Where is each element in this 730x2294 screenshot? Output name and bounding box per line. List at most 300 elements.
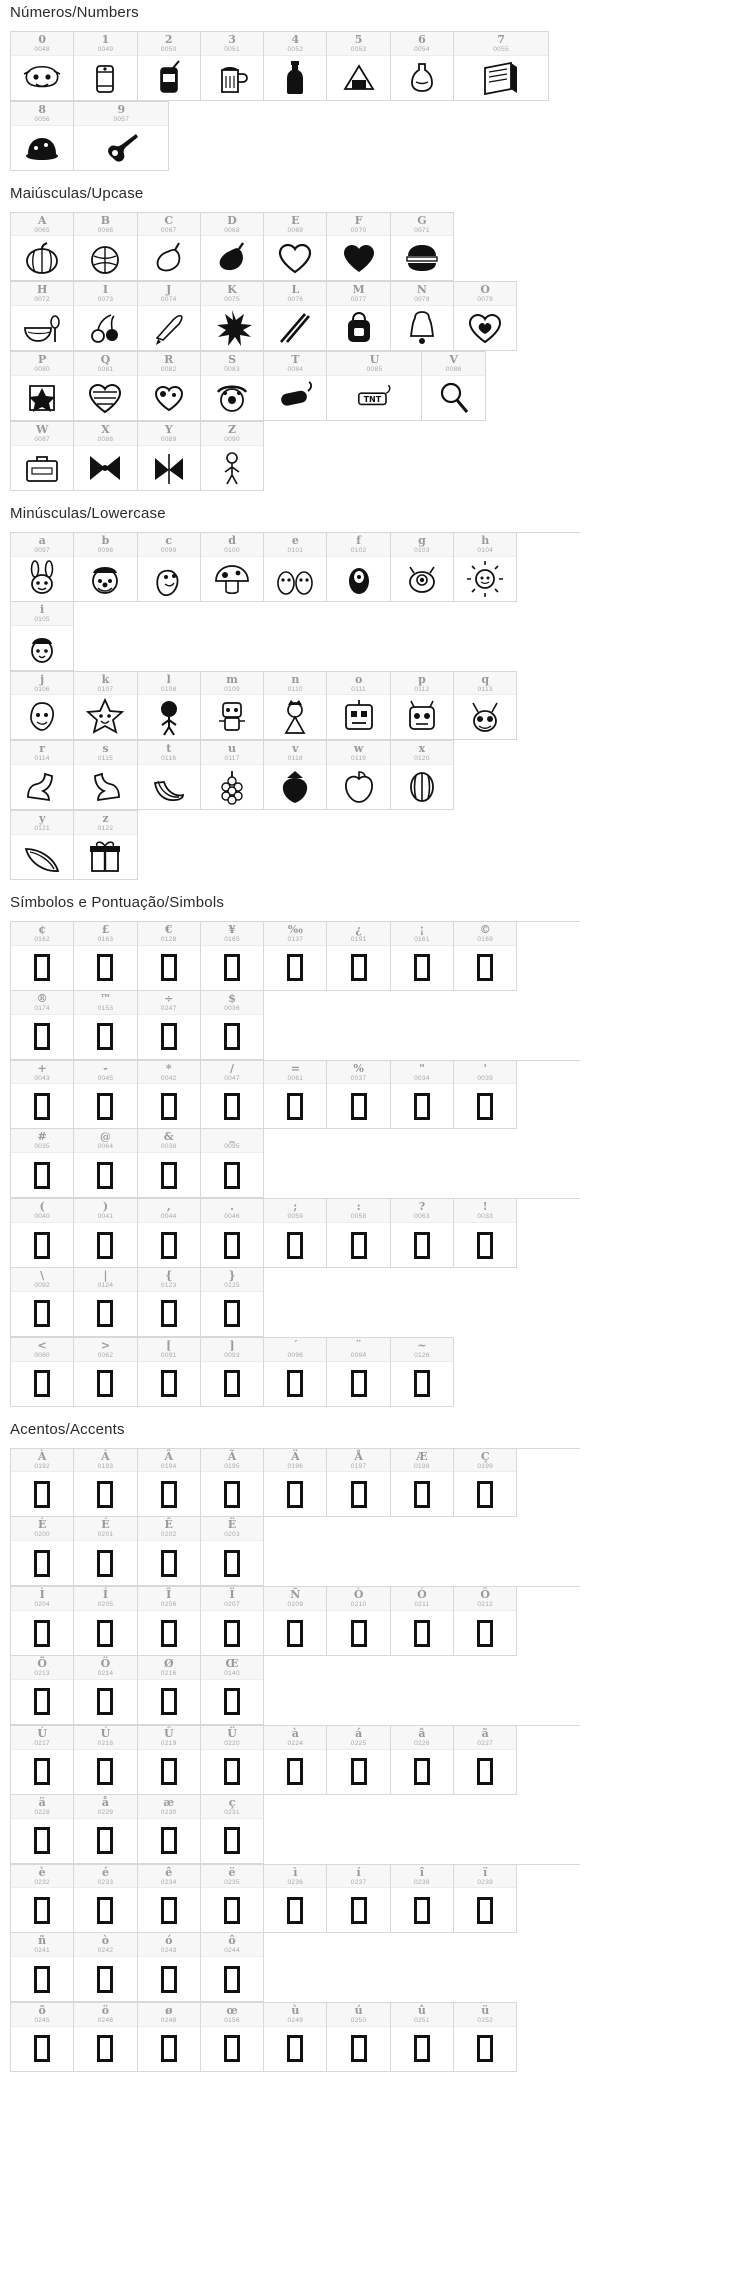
glyph-cell[interactable] bbox=[11, 1656, 74, 1725]
glyph-cell[interactable] bbox=[264, 352, 327, 421]
glyph-code: 0112 bbox=[414, 685, 430, 693]
glyph-cell[interactable] bbox=[454, 2003, 517, 2072]
glyph-code: 0035 bbox=[34, 1143, 50, 1151]
glyph-tofu-icon bbox=[454, 1084, 516, 1128]
missing-glyph-box bbox=[97, 1620, 113, 1647]
glyph-header bbox=[391, 1061, 453, 1085]
glyph-header bbox=[327, 1199, 389, 1223]
glyph-header bbox=[327, 741, 389, 765]
glyph-char: ò bbox=[101, 1934, 110, 1948]
glyph-cell[interactable] bbox=[264, 533, 327, 602]
glyph-cell[interactable] bbox=[264, 1587, 327, 1656]
glyph-cell[interactable] bbox=[201, 1795, 264, 1864]
missing-glyph-box bbox=[34, 1023, 50, 1050]
glyph-char: L bbox=[291, 283, 300, 297]
glyph-code: 0118 bbox=[287, 755, 303, 763]
glyph-heart-outline-icon bbox=[264, 236, 326, 280]
glyph-tofu-icon bbox=[74, 1084, 136, 1128]
glyph-cell[interactable] bbox=[74, 741, 137, 810]
glyph-cell[interactable] bbox=[264, 741, 327, 810]
glyph-cell[interactable] bbox=[11, 533, 74, 602]
glyph-header bbox=[138, 282, 200, 306]
glyph-cell[interactable] bbox=[391, 533, 454, 602]
glyph-tofu-icon bbox=[11, 1292, 73, 1336]
glyph-char: z bbox=[102, 812, 109, 826]
glyph-cell[interactable] bbox=[327, 352, 422, 421]
glyph-cell[interactable] bbox=[74, 422, 137, 491]
glyph-code: 0107 bbox=[97, 685, 114, 693]
glyph-code: 0202 bbox=[160, 1531, 177, 1539]
glyph-cell[interactable] bbox=[138, 1933, 201, 2002]
glyph-cell[interactable] bbox=[201, 1726, 264, 1795]
glyph-cell[interactable] bbox=[454, 1449, 517, 1518]
glyph-cell[interactable] bbox=[201, 1268, 264, 1337]
glyph-cell[interactable] bbox=[138, 741, 201, 810]
glyph-cell[interactable] bbox=[264, 2003, 327, 2072]
glyph-cell[interactable] bbox=[201, 1587, 264, 1656]
glyph-bowl-spoon-icon bbox=[11, 306, 73, 350]
missing-glyph-box bbox=[414, 1093, 430, 1120]
glyph-cell[interactable] bbox=[138, 1656, 201, 1725]
glyph-tofu-icon bbox=[11, 1472, 73, 1516]
glyph-header bbox=[264, 1865, 326, 1889]
glyph-char: e bbox=[291, 533, 299, 547]
section-title: Números/Numbers bbox=[10, 4, 139, 21]
glyph-cell[interactable] bbox=[138, 1061, 201, 1130]
glyph-cell[interactable] bbox=[74, 2003, 137, 2072]
missing-glyph-box bbox=[97, 1162, 113, 1189]
glyph-cell[interactable] bbox=[11, 1449, 74, 1518]
glyph-cell[interactable] bbox=[11, 282, 74, 351]
glyph-cell[interactable] bbox=[201, 1199, 264, 1268]
glyph-cell[interactable] bbox=[11, 1795, 74, 1864]
glyph-cell[interactable] bbox=[327, 1865, 390, 1934]
glyph-cell[interactable] bbox=[74, 102, 169, 171]
glyph-cell[interactable] bbox=[201, 533, 264, 602]
glyph-code: 0104 bbox=[477, 546, 494, 554]
glyph-cell[interactable] bbox=[138, 1449, 201, 1518]
glyph-header bbox=[327, 533, 389, 557]
glyph-header bbox=[201, 213, 263, 237]
glyph-code: 0092 bbox=[34, 1282, 50, 1289]
glyph-code: 0241 bbox=[34, 1947, 50, 1955]
missing-glyph-box bbox=[351, 1093, 367, 1120]
glyph-header bbox=[11, 741, 73, 765]
glyph-cell[interactable] bbox=[201, 1933, 264, 2002]
glyph-cell[interactable] bbox=[327, 2003, 390, 2072]
glyph-cell[interactable] bbox=[138, 1129, 201, 1198]
glyph-header bbox=[264, 672, 326, 696]
glyph-header bbox=[391, 282, 453, 306]
glyph-cell[interactable] bbox=[11, 2003, 74, 2072]
glyph-cell[interactable] bbox=[391, 1865, 454, 1934]
missing-glyph-box bbox=[414, 1481, 430, 1508]
glyph-cell[interactable] bbox=[201, 1129, 264, 1198]
glyph-tofu-icon bbox=[264, 1362, 326, 1406]
glyph-cell[interactable] bbox=[11, 32, 74, 101]
glyph-cell[interactable] bbox=[454, 282, 517, 351]
glyph-cell[interactable] bbox=[74, 811, 137, 880]
glyph-char: ™ bbox=[99, 991, 111, 1005]
glyph-cell[interactable] bbox=[74, 1061, 137, 1130]
glyph-cell[interactable] bbox=[264, 1449, 327, 1518]
glyph-cell[interactable] bbox=[201, 1865, 264, 1934]
glyph-code: 0065 bbox=[34, 226, 50, 234]
glyph-cell[interactable] bbox=[138, 1268, 201, 1337]
glyph-header bbox=[138, 213, 200, 237]
glyph-knife-icon bbox=[138, 306, 200, 350]
glyph-char: D bbox=[227, 213, 237, 227]
glyph-char: è bbox=[38, 1865, 46, 1879]
glyph-code: 0091 bbox=[160, 1351, 177, 1359]
glyph-tofu-icon bbox=[391, 1223, 453, 1267]
glyph-code: 0242 bbox=[97, 1947, 114, 1955]
glyph-cell[interactable] bbox=[74, 1129, 137, 1198]
glyph-cell[interactable] bbox=[264, 922, 327, 991]
glyph-cell[interactable] bbox=[454, 922, 517, 991]
glyph-char: O bbox=[480, 283, 491, 297]
glyph-cell[interactable] bbox=[327, 922, 390, 991]
glyph-cell[interactable] bbox=[264, 1726, 327, 1795]
glyph-header bbox=[11, 991, 73, 1015]
glyph-char: Î bbox=[166, 1588, 172, 1602]
glyph-tofu-icon bbox=[264, 1750, 326, 1794]
glyph-cell[interactable] bbox=[138, 352, 201, 421]
glyph-cell[interactable] bbox=[201, 352, 264, 421]
glyph-princess-icon bbox=[264, 695, 326, 739]
glyph-cell[interactable] bbox=[391, 282, 454, 351]
glyph-cell[interactable] bbox=[391, 672, 454, 741]
glyph-cell[interactable] bbox=[391, 1061, 454, 1130]
glyph-header bbox=[74, 1129, 136, 1153]
glyph-cell[interactable] bbox=[454, 1865, 517, 1934]
glyph-cell[interactable] bbox=[138, 1587, 201, 1656]
glyph-char: Ë bbox=[227, 1518, 237, 1532]
glyph-cell[interactable] bbox=[74, 1517, 137, 1586]
glyph-header bbox=[138, 1268, 200, 1292]
glyph-cell[interactable] bbox=[391, 1338, 454, 1407]
glyph-char: & bbox=[163, 1130, 174, 1144]
glyph-cell[interactable] bbox=[11, 991, 74, 1060]
glyph-code: 0196 bbox=[287, 1462, 304, 1470]
glyph-cell[interactable] bbox=[74, 1587, 137, 1656]
glyph-header bbox=[201, 2003, 263, 2027]
glyph-cell[interactable] bbox=[138, 1726, 201, 1795]
glyph-cell[interactable] bbox=[264, 1865, 327, 1934]
glyph-code: 0038 bbox=[160, 1143, 177, 1151]
glyph-code: 0231 bbox=[224, 1808, 240, 1816]
glyph-code: 0083 bbox=[224, 366, 240, 374]
glyph-char: h bbox=[481, 533, 490, 547]
glyph-cell[interactable] bbox=[327, 1726, 390, 1795]
glyph-cell[interactable] bbox=[264, 1061, 327, 1130]
glyph-cell[interactable] bbox=[138, 213, 201, 282]
glyph-cell[interactable] bbox=[201, 32, 264, 101]
glyph-watermelon-slice-icon bbox=[74, 236, 136, 280]
glyph-tofu-icon bbox=[264, 2027, 326, 2071]
glyph-cell[interactable] bbox=[454, 533, 517, 602]
glyph-cell[interactable] bbox=[201, 213, 264, 282]
glyph-header bbox=[201, 533, 263, 557]
glyph-header bbox=[11, 1933, 73, 1957]
glyph-cell[interactable] bbox=[74, 1268, 137, 1337]
glyph-cell[interactable] bbox=[11, 213, 74, 282]
specimen-section bbox=[8, 491, 722, 880]
glyph-tofu-icon bbox=[391, 946, 453, 990]
glyph-cell[interactable] bbox=[201, 991, 264, 1060]
glyph-tofu-icon bbox=[74, 1888, 136, 1932]
missing-glyph-box bbox=[34, 1688, 50, 1715]
glyph-cell[interactable] bbox=[11, 1338, 74, 1407]
glyph-cell[interactable] bbox=[391, 213, 454, 282]
glyph-cell[interactable] bbox=[11, 352, 74, 421]
missing-glyph-box bbox=[34, 2035, 50, 2062]
glyph-header bbox=[138, 533, 200, 557]
glyph-tofu-icon bbox=[201, 1819, 263, 1863]
glyph-cell[interactable] bbox=[11, 1726, 74, 1795]
glyph-code: 0055 bbox=[493, 46, 509, 53]
glyph-cell[interactable] bbox=[327, 533, 390, 602]
glyph-cell[interactable] bbox=[74, 1338, 137, 1407]
glyph-char: 0 bbox=[38, 33, 46, 46]
glyph-cell[interactable] bbox=[327, 1587, 390, 1656]
glyph-tofu-icon bbox=[74, 1750, 136, 1794]
glyph-cell[interactable] bbox=[138, 1865, 201, 1934]
glyph-cell[interactable] bbox=[201, 1517, 264, 1586]
glyph-cell[interactable] bbox=[391, 922, 454, 991]
glyph-cell[interactable] bbox=[11, 602, 74, 671]
glyph-cell[interactable] bbox=[327, 741, 390, 810]
glyph-cell[interactable] bbox=[201, 672, 264, 741]
glyph-row bbox=[10, 1725, 580, 1864]
specimen-section bbox=[8, 171, 722, 491]
glyph-code: 0094 bbox=[350, 1351, 367, 1359]
glyph-cell[interactable] bbox=[454, 32, 549, 101]
glyph-cell[interactable] bbox=[391, 1199, 454, 1268]
glyph-char: 8 bbox=[38, 102, 46, 116]
glyph-cell[interactable] bbox=[138, 1338, 201, 1407]
glyph-char: 7 bbox=[497, 33, 505, 46]
glyph-code: 0108 bbox=[160, 685, 177, 693]
glyph-header bbox=[454, 1199, 516, 1223]
glyph-char: Ê bbox=[164, 1518, 173, 1532]
glyph-cell[interactable] bbox=[201, 741, 264, 810]
glyph-cell[interactable] bbox=[11, 741, 74, 810]
glyph-header bbox=[391, 741, 453, 765]
glyph-code: 0206 bbox=[160, 1601, 177, 1609]
glyph-cell[interactable] bbox=[201, 1449, 264, 1518]
glyph-cell[interactable] bbox=[74, 1795, 137, 1864]
glyph-cell[interactable] bbox=[201, 1061, 264, 1130]
glyph-cell[interactable] bbox=[74, 1865, 137, 1934]
glyph-char: ö bbox=[101, 2004, 110, 2018]
glyph-cell[interactable] bbox=[11, 1268, 74, 1337]
missing-glyph-box bbox=[97, 1966, 113, 1993]
glyph-char: ñ bbox=[38, 1934, 47, 1948]
glyph-tofu-icon bbox=[74, 1541, 136, 1585]
glyph-cell[interactable] bbox=[11, 1061, 74, 1130]
glyph-cell[interactable] bbox=[74, 922, 137, 991]
glyph-header bbox=[74, 1726, 136, 1750]
glyph-char: 5 bbox=[354, 33, 363, 46]
glyph-soda-can-straw-icon bbox=[138, 56, 200, 100]
missing-glyph-box bbox=[34, 954, 50, 981]
glyph-tofu-icon bbox=[454, 2027, 516, 2071]
glyph-cell[interactable] bbox=[201, 2003, 264, 2072]
glyph-cell[interactable] bbox=[74, 672, 137, 741]
glyph-char: | bbox=[103, 1269, 108, 1282]
glyph-code: 0199 bbox=[477, 1462, 494, 1470]
glyph-cell[interactable] bbox=[11, 1129, 74, 1198]
glyph-code: 0039 bbox=[477, 1074, 494, 1082]
glyph-code: 0113 bbox=[477, 685, 493, 693]
glyph-cell[interactable] bbox=[391, 32, 454, 101]
glyph-cell[interactable] bbox=[201, 922, 264, 991]
glyph-header bbox=[454, 2003, 516, 2027]
glyph-tofu-icon bbox=[264, 1888, 326, 1932]
glyph-cell[interactable] bbox=[11, 922, 74, 991]
glyph-cell[interactable] bbox=[264, 1199, 327, 1268]
glyph-cell[interactable] bbox=[391, 1449, 454, 1518]
glyph-cell[interactable] bbox=[264, 32, 327, 101]
missing-glyph-box bbox=[414, 1620, 430, 1647]
glyph-cell[interactable] bbox=[74, 1449, 137, 1518]
glyph-cell[interactable] bbox=[264, 213, 327, 282]
specimen-section bbox=[8, 1407, 722, 2072]
glyph-char: Â bbox=[164, 1449, 174, 1463]
glyph-cell[interactable] bbox=[11, 672, 74, 741]
glyph-cell[interactable] bbox=[74, 213, 137, 282]
glyph-cell[interactable] bbox=[327, 213, 390, 282]
glyph-cell[interactable] bbox=[74, 991, 137, 1060]
glyph-cell[interactable] bbox=[454, 1199, 517, 1268]
glyph-cell[interactable] bbox=[11, 1199, 74, 1268]
glyph-cell[interactable] bbox=[391, 1726, 454, 1795]
glyph-cell[interactable] bbox=[454, 1587, 517, 1656]
glyph-header bbox=[138, 1061, 200, 1085]
glyph-cell[interactable] bbox=[327, 1061, 390, 1130]
glyph-code: 0250 bbox=[350, 2017, 367, 2025]
glyph-cell[interactable] bbox=[138, 282, 201, 351]
glyph-cell[interactable] bbox=[11, 811, 74, 880]
glyph-cell[interactable] bbox=[454, 672, 517, 741]
glyph-cell[interactable] bbox=[264, 282, 327, 351]
glyph-cell[interactable] bbox=[264, 672, 327, 741]
glyph-cell[interactable] bbox=[454, 1726, 517, 1795]
glyph-header bbox=[454, 32, 548, 56]
glyph-cell[interactable] bbox=[74, 282, 137, 351]
glyph-header bbox=[74, 1517, 136, 1541]
glyph-tofu-icon bbox=[264, 1084, 326, 1128]
glyph-char: ) bbox=[102, 1200, 109, 1214]
glyph-cell[interactable] bbox=[201, 1656, 264, 1725]
glyph-tofu-icon bbox=[11, 2027, 73, 2071]
glyph-code: 0243 bbox=[160, 1947, 177, 1955]
glyph-tofu-icon bbox=[201, 1541, 263, 1585]
glyph-header bbox=[201, 1865, 263, 1889]
glyph-header bbox=[201, 422, 263, 446]
glyph-cell[interactable] bbox=[11, 422, 74, 491]
glyph-char: ó bbox=[165, 1934, 173, 1948]
glyph-tofu-icon bbox=[201, 2027, 263, 2071]
glyph-cell[interactable] bbox=[327, 1199, 390, 1268]
glyph-cell[interactable] bbox=[138, 2003, 201, 2072]
glyph-cell[interactable] bbox=[327, 1338, 390, 1407]
glyph-cell[interactable] bbox=[11, 1517, 74, 1586]
glyph-header bbox=[74, 1587, 136, 1611]
missing-glyph-box bbox=[224, 1162, 240, 1189]
glyph-code: 0062 bbox=[97, 1351, 114, 1359]
glyph-cell[interactable] bbox=[74, 1199, 137, 1268]
glyph-cell[interactable] bbox=[391, 741, 454, 810]
missing-glyph-box bbox=[161, 1093, 177, 1120]
glyph-striped-heart-icon bbox=[74, 376, 136, 420]
glyph-tofu-icon bbox=[327, 2027, 389, 2071]
glyph-cell[interactable] bbox=[74, 1656, 137, 1725]
glyph-cell[interactable] bbox=[201, 282, 264, 351]
glyph-cell[interactable] bbox=[138, 672, 201, 741]
glyph-cell[interactable] bbox=[74, 1933, 137, 2002]
missing-glyph-box bbox=[97, 1897, 113, 1924]
glyph-cell[interactable] bbox=[138, 1199, 201, 1268]
glyph-code: 0077 bbox=[350, 296, 367, 304]
glyph-cell[interactable] bbox=[138, 32, 201, 101]
glyph-cell[interactable] bbox=[422, 352, 485, 421]
glyph-char: Ã bbox=[227, 1449, 237, 1463]
glyph-header bbox=[74, 672, 136, 696]
glyph-cell[interactable] bbox=[264, 1338, 327, 1407]
glyph-cell[interactable] bbox=[327, 32, 390, 101]
glyph-char: y bbox=[38, 812, 46, 826]
glyph-char: ' bbox=[483, 1061, 487, 1075]
glyph-cell[interactable] bbox=[391, 1587, 454, 1656]
glyph-header bbox=[11, 282, 73, 306]
glyph-cell[interactable] bbox=[11, 1933, 74, 2002]
glyph-char: å bbox=[101, 1795, 110, 1809]
glyph-char: * bbox=[165, 1061, 172, 1075]
glyph-cell[interactable] bbox=[74, 352, 137, 421]
glyph-cell[interactable] bbox=[391, 2003, 454, 2072]
glyph-tofu-icon bbox=[74, 1223, 136, 1267]
glyph-code: 0075 bbox=[224, 296, 240, 304]
glyph-cell[interactable] bbox=[138, 1795, 201, 1864]
glyph-cell[interactable] bbox=[74, 32, 137, 101]
glyph-cell[interactable] bbox=[138, 991, 201, 1060]
missing-glyph-box bbox=[34, 1550, 50, 1577]
glyph-header bbox=[201, 1061, 263, 1085]
glyph-cell[interactable] bbox=[11, 102, 74, 171]
glyph-cell[interactable] bbox=[327, 1449, 390, 1518]
glyph-header bbox=[201, 352, 263, 376]
glyph-cell[interactable] bbox=[327, 672, 390, 741]
glyph-cell[interactable] bbox=[11, 1865, 74, 1934]
missing-glyph-box bbox=[477, 1620, 493, 1647]
glyph-cell[interactable] bbox=[74, 1726, 137, 1795]
glyph-cell[interactable] bbox=[138, 533, 201, 602]
glyph-cell[interactable] bbox=[138, 922, 201, 991]
glyph-code: 0085 bbox=[366, 366, 383, 374]
glyph-cell[interactable] bbox=[11, 1587, 74, 1656]
glyph-cell[interactable] bbox=[201, 1338, 264, 1407]
glyph-cell[interactable] bbox=[74, 533, 137, 602]
glyph-cell[interactable] bbox=[201, 422, 264, 491]
glyph-code: 0197 bbox=[350, 1462, 367, 1470]
glyph-cell[interactable] bbox=[138, 422, 201, 491]
glyph-cell[interactable] bbox=[454, 1061, 517, 1130]
glyph-char: Ú bbox=[100, 1726, 111, 1740]
glyph-cell[interactable] bbox=[138, 1517, 201, 1586]
glyph-cell[interactable] bbox=[327, 282, 390, 351]
